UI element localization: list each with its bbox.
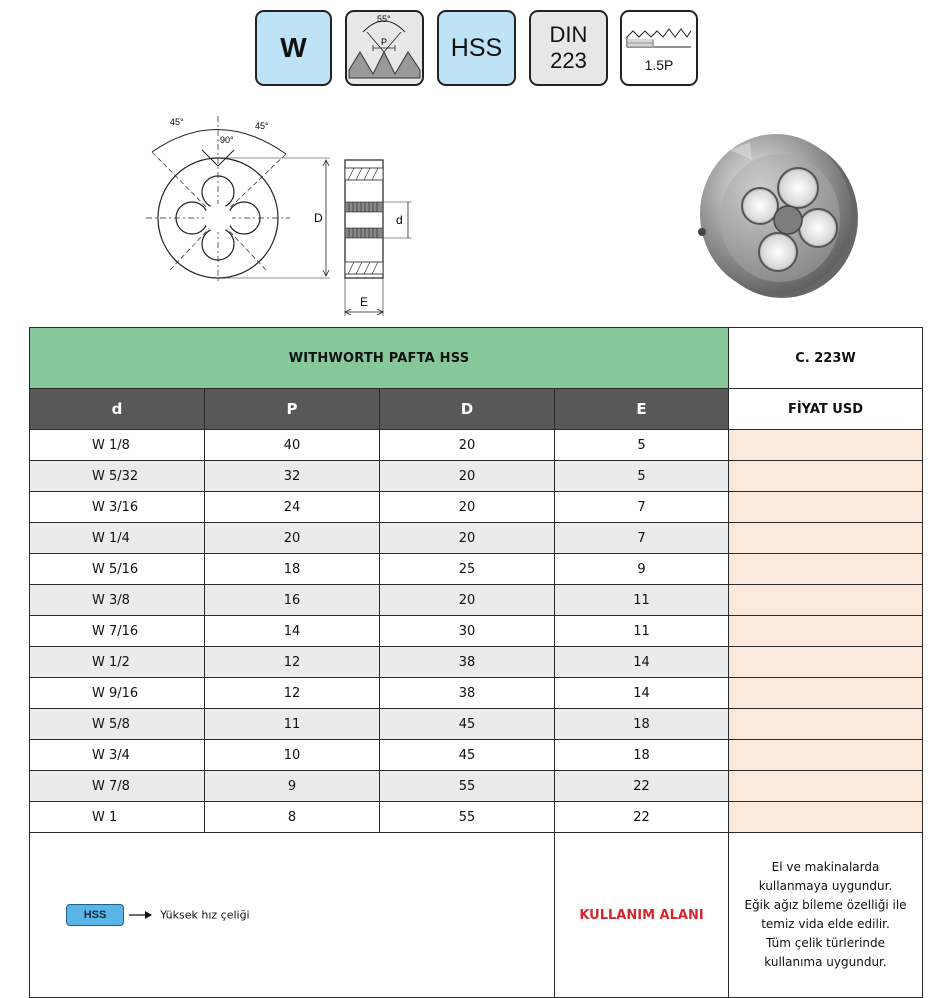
cell-p: 18 — [205, 554, 380, 585]
cell-p: 16 — [205, 585, 380, 616]
cell-d: W 5/32 — [30, 461, 205, 492]
cell-price — [729, 430, 923, 461]
cell-price — [729, 616, 923, 647]
cell-p: 24 — [205, 492, 380, 523]
usage-label: KULLANIM ALANI — [555, 833, 729, 998]
badge-w-label: W — [280, 32, 307, 63]
cell-D: 30 — [380, 616, 555, 647]
header-d: d — [30, 389, 205, 430]
angle-right-label: 45° — [255, 121, 269, 131]
table-row — [30, 771, 923, 802]
usage-line: temiz vida elde edilir. — [761, 917, 890, 931]
table-row — [30, 430, 923, 461]
chamfer-thread-icon — [623, 23, 695, 55]
badge-din-line2: 223 — [550, 48, 587, 73]
cell-d: W 5/8 — [30, 709, 205, 740]
cell-d: W 3/8 — [30, 585, 205, 616]
cell-e: 5 — [555, 430, 729, 461]
badge-pitch-label: 1.5P — [644, 57, 674, 73]
cell-D: 38 — [380, 647, 555, 678]
cell-D: 20 — [380, 523, 555, 554]
cell-price — [729, 554, 923, 585]
table-row — [30, 554, 923, 585]
cell-e: 18 — [555, 740, 729, 771]
cell-e: 18 — [555, 709, 729, 740]
cell-price — [729, 585, 923, 616]
cell-D: 45 — [380, 740, 555, 771]
cell-price — [729, 492, 923, 523]
header-p: P — [205, 389, 380, 430]
table-row — [30, 678, 923, 709]
cell-D: 20 — [380, 492, 555, 523]
cell-e: 14 — [555, 647, 729, 678]
cell-D: 45 — [380, 709, 555, 740]
header-price: FİYAT USD — [729, 389, 923, 430]
badge-din-line1: DIN — [549, 22, 588, 47]
cell-price — [729, 802, 923, 833]
product-code: C. 223W — [729, 328, 923, 389]
dimension-D-label: D — [314, 211, 323, 225]
legend-cell — [30, 833, 555, 998]
table-row — [30, 461, 923, 492]
cell-e: 14 — [555, 678, 729, 709]
table-title-row — [30, 328, 923, 389]
table-row — [30, 740, 923, 771]
table-row — [30, 709, 923, 740]
badge-hss-label: HSS — [450, 33, 503, 62]
legend-text: Yüksek hız çeliği — [160, 908, 250, 922]
cell-e: 7 — [555, 523, 729, 554]
cell-d: W 7/8 — [30, 771, 205, 802]
cell-d: W 1/2 — [30, 647, 205, 678]
usage-line: kullanmaya uygundur. — [758, 879, 893, 893]
usage-line: El ve makinalarda — [771, 860, 880, 874]
thread-angle-label: 55° — [377, 14, 391, 24]
cell-d: W 1 — [30, 802, 205, 833]
cell-p: 32 — [205, 461, 380, 492]
cell-e: 9 — [555, 554, 729, 585]
cell-D: 38 — [380, 678, 555, 709]
hss-chip: HSS — [66, 904, 124, 926]
cell-e: 7 — [555, 492, 729, 523]
table-row — [30, 616, 923, 647]
thread-profile-icon — [347, 12, 422, 84]
header-D: D — [380, 389, 555, 430]
cell-d: W 9/16 — [30, 678, 205, 709]
cell-price — [729, 771, 923, 802]
cell-d: W 3/4 — [30, 740, 205, 771]
badge-whitworth — [255, 10, 332, 86]
cell-price — [729, 461, 923, 492]
technical-drawing — [140, 110, 403, 320]
badge-din — [529, 10, 608, 86]
usage-line: Tüm çelik türlerinde — [765, 936, 886, 950]
usage-line: Eğik ağız bileme özelliği ile — [744, 898, 907, 912]
product-table — [29, 327, 923, 998]
cell-D: 20 — [380, 430, 555, 461]
table-row — [30, 585, 923, 616]
dimension-d-label: d — [396, 213, 403, 227]
cell-price — [729, 523, 923, 554]
cell-p: 14 — [205, 616, 380, 647]
cell-d: W 1/4 — [30, 523, 205, 554]
cell-p: 40 — [205, 430, 380, 461]
table-row — [30, 647, 923, 678]
cell-p: 11 — [205, 709, 380, 740]
table-title: WITHWORTH PAFTA HSS — [30, 328, 729, 389]
table-header-row — [30, 389, 923, 430]
cell-d: W 3/16 — [30, 492, 205, 523]
cell-p: 12 — [205, 647, 380, 678]
cell-e: 11 — [555, 616, 729, 647]
cell-d: W 1/8 — [30, 430, 205, 461]
cell-d: W 5/16 — [30, 554, 205, 585]
cell-D: 20 — [380, 461, 555, 492]
cell-price — [729, 709, 923, 740]
usage-description — [729, 833, 923, 998]
cell-D: 55 — [380, 771, 555, 802]
cell-D: 20 — [380, 585, 555, 616]
angle-top-label: 90° — [220, 135, 234, 145]
table-row — [30, 523, 923, 554]
table-footer-row — [30, 833, 923, 998]
cell-p: 12 — [205, 678, 380, 709]
badge-chamfer — [620, 10, 698, 86]
cell-D: 25 — [380, 554, 555, 585]
cell-p: 10 — [205, 740, 380, 771]
cell-p: 8 — [205, 802, 380, 833]
table-row — [30, 802, 923, 833]
cell-e: 22 — [555, 802, 729, 833]
cell-e: 5 — [555, 461, 729, 492]
usage-line: kullanıma uygundur. — [764, 955, 887, 969]
badge-thread-profile — [345, 10, 424, 86]
arrow-right-icon — [129, 910, 153, 920]
dimension-E-label: E — [360, 295, 369, 309]
cell-price — [729, 740, 923, 771]
cell-e: 11 — [555, 585, 729, 616]
cell-d: W 7/16 — [30, 616, 205, 647]
thread-pitch-label: P — [381, 37, 388, 47]
cell-price — [729, 678, 923, 709]
cell-D: 55 — [380, 802, 555, 833]
cell-e: 22 — [555, 771, 729, 802]
table-row — [30, 492, 923, 523]
header-e: E — [555, 389, 729, 430]
die-product-image — [690, 130, 860, 300]
badge-hss — [437, 10, 516, 86]
cell-price — [729, 647, 923, 678]
angle-left-label: 45° — [170, 117, 184, 127]
cell-p: 20 — [205, 523, 380, 554]
cell-p: 9 — [205, 771, 380, 802]
